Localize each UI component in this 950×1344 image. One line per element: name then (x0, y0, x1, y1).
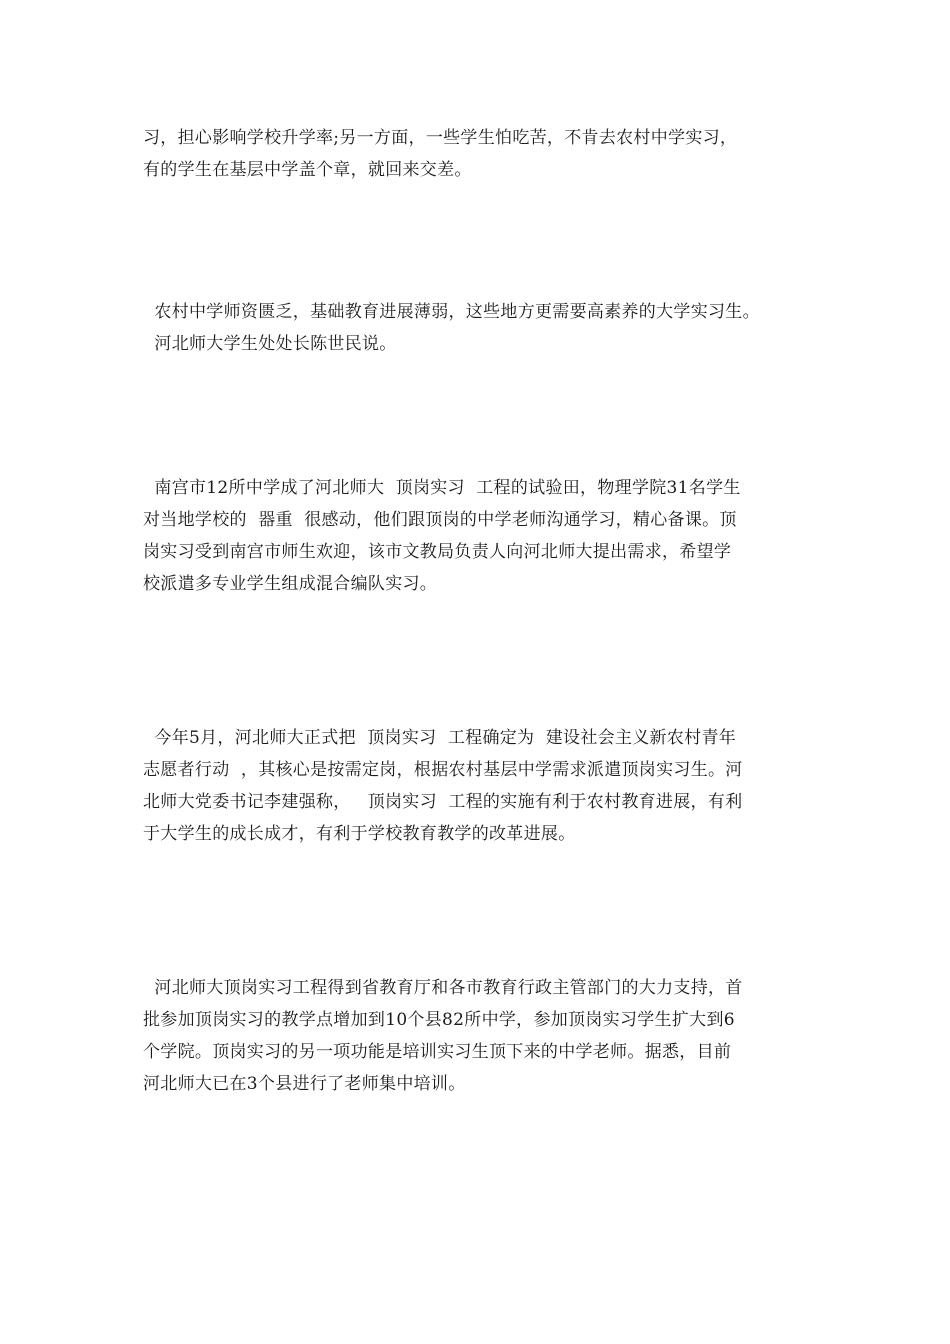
paragraph-line: 个学院。顶岗实习的另一项功能是培训实习生顶下来的中学老师。据悉，目前 (143, 1042, 732, 1062)
paragraph-3 (143, 472, 823, 600)
paragraph-line: 习，担心影响学校升学率;另一方面，一些学生怕吃苦，不肯去农村中学实习， (143, 128, 738, 148)
paragraph-line: 对当地学校的 器重 很感动，他们跟顶岗的中学老师沟通学习，精心备课。顶 (143, 510, 737, 530)
paragraph-line: 志愿者行动 ，其核心是按需定岗，根据农村基层中学需求派遣顶岗实习生。河 (143, 760, 743, 780)
paragraph-5 (143, 972, 823, 1100)
paragraph-line: 校派遣多专业学生组成混合编队实习。 (143, 574, 438, 594)
paragraph-line: 河北师大已在3个县进行了老师集中培训。 (143, 1074, 466, 1094)
paragraph-4 (143, 722, 823, 850)
paragraph-line: 于大学生的成长成才，有利于学校教育教学的改革进展。 (143, 824, 576, 844)
paragraph-line: 批参加顶岗实习的教学点增加到10个县82所中学，参加顶岗实习学生扩大到6 (143, 1010, 735, 1030)
paragraph-line: 河北师大学生处处长陈世民说。 (143, 334, 397, 354)
paragraph-line: 岗实习受到南宫市师生欢迎，该市文教局负责人向河北师大提出需求，希望学 (143, 542, 732, 562)
paragraph-2 (143, 296, 823, 360)
paragraph-line: 有的学生在基层中学盖个章，就回来交差。 (143, 160, 472, 180)
paragraph-line: 北师大党委书记李建强称， 顶岗实习 工程的实施有利于农村教育进展，有利 (143, 792, 743, 812)
paragraph-1 (143, 122, 823, 186)
paragraph-line: 农村中学师资匮乏，基础教育进展薄弱，这些地方更需要高素养的大学实习生。 (143, 302, 760, 322)
paragraph-line: 今年5月，河北师大正式把 顶岗实习 工程确定为 建设社会主义新农村青年 (143, 728, 737, 748)
paragraph-line: 南宫市12所中学成了河北师大 顶岗实习 工程的试验田，物理学院31名学生 (143, 478, 741, 498)
paragraph-line: 河北师大顶岗实习工程得到省教育厅和各市教育行政主管部门的大力支持，首 (143, 978, 743, 998)
